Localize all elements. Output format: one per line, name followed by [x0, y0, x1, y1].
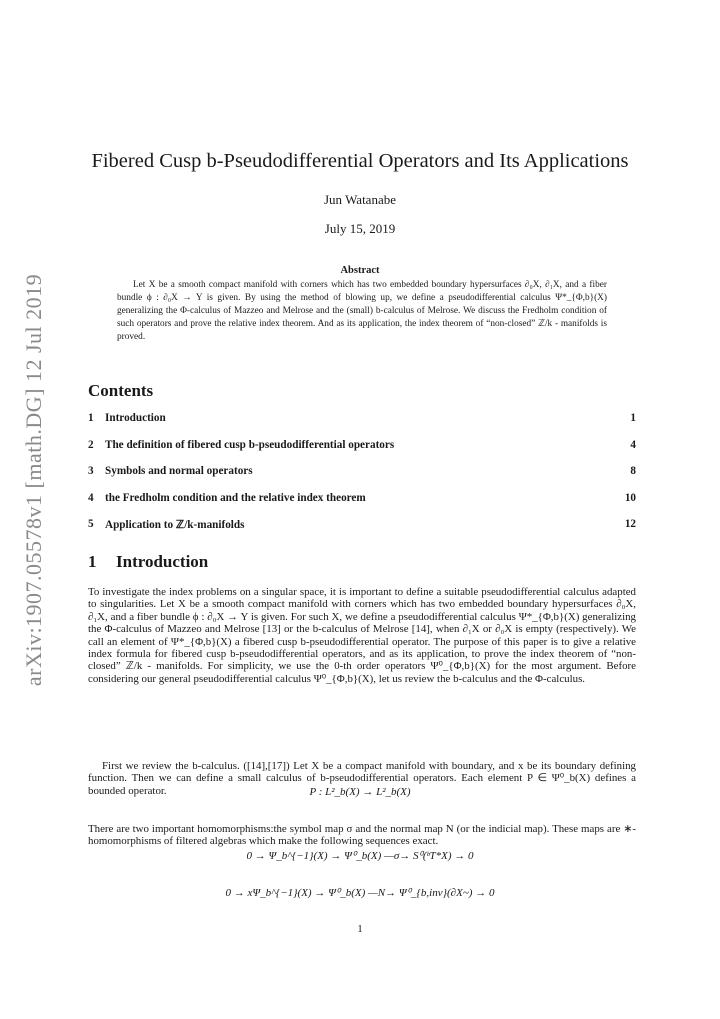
toc-entry-number: 4: [88, 491, 94, 504]
toc-entry[interactable]: [88, 489, 636, 516]
page-number: 1: [357, 923, 363, 935]
toc-entry-number: 2: [88, 438, 94, 451]
arxiv-side-stamp: [14, 273, 54, 687]
toc-entry-page[interactable]: 1: [630, 412, 636, 424]
abstract-heading: Abstract: [340, 265, 380, 276]
toc-entry-page[interactable]: 8: [630, 465, 636, 477]
toc-entry[interactable]: [88, 409, 636, 436]
contents-heading: Contents: [88, 381, 154, 400]
toc-entry-label[interactable]: Symbols and normal operators: [105, 465, 253, 477]
arxiv-identifier: arXiv:1907.05578v1 [math.DG] 12 Jul 2019: [21, 273, 46, 687]
equation-bounded-operator: P : L²_b(X) → L²_b(X): [309, 786, 411, 798]
toc-entry-page[interactable]: 12: [624, 518, 636, 530]
toc-entry[interactable]: [88, 462, 636, 489]
intro-paragraph-3: There are two important homomorphisms:the symbol map σ and the normal map N (or the indicial map). These maps are ∗-homomorphisms of filtered algebras which make the following sequences exact.: [88, 823, 636, 848]
toc-entry-page[interactable]: 4: [630, 438, 636, 451]
toc-entry[interactable]: [88, 515, 636, 542]
intro-paragraph-1: To investigate the index problems on a singular space, it is important to define a suitable pseudodifferential calculus adapted to singularities. Let X be a smooth compact manifold with corners which has two embedded boundary hypersurfaces ∂₀X, ∂₁X, and a fiber bundle ϕ : ∂₀X → Y is given. For such X, we define a pseudodifferential calculus Ψ*_{Φ,b}(X) generalizing the Φ-calculus of Mazzeo and Melrose [13] or the b-calculus of Melrose [14], when ∂₁X or ∂₀X is empty (respectively). We call an element of Ψ*_{Φ,b}(X) a fibered cusp b-pseudodifferential operator. The purpose of this paper is to give a relative index formula for fibered cusp b-pseudodifferential operators, and as its application, to prove the index theorem of “non-closed” ℤ/k - manifolds. For simplicity, we use the 0-th order operators Ψ⁰_{Φ,b}(X) for the most argument. Before considering our general pseudodifferential calculus Ψ⁰_{Φ,b}(X), let us review the b-calculus and the Φ-calculus.: [88, 586, 636, 685]
section-heading-introduction: [88, 552, 208, 572]
table-of-contents: [88, 409, 636, 542]
abstract-body: Let X be a smooth compact manifold with corners which has two embedded boundary hypersurfaces ∂₀X, ∂₁X, and a fiber bundle ϕ : ∂₀X → Y is given. By using the method of blowing up, we define a pseudodifferential calculus Ψ*_{Φ,b}(X) generalizing the Φ-calculus of Mazzeo and Melrose and the (small) b-calculus of Melrose. We discuss the Fredholm condition of such operators and prove the relative index theorem. And as its application, the index theorem of “non-closed” ℤ/k - manifolds is proved.: [117, 280, 607, 342]
paper-title: Fibered Cusp b-Pseudodifferential Operators and Its Applications: [91, 150, 629, 172]
toc-entry-label[interactable]: The definition of fibered cusp b-pseudodifferential operators: [105, 438, 395, 451]
toc-entry-page[interactable]: 10: [624, 491, 636, 504]
section-number: 1: [88, 552, 97, 571]
toc-entry-number: 5: [88, 518, 94, 530]
paper-date: July 15, 2019: [324, 221, 396, 236]
toc-entry-label[interactable]: the Fredholm condition and the relative index theorem: [105, 491, 366, 504]
toc-entry-label[interactable]: Introduction: [105, 412, 166, 424]
equation-normal-sequence: 0 → xΨ_b^{−1}(X) → Ψ⁰_b(X) —N→ Ψ⁰_{b,inv}(∂X~) → 0: [225, 887, 495, 899]
intro-paragraph-2: First we review the b-calculus. ([14],[17]) Let X be a compact manifold with boundary, and x be its boundary defining function. Then we can define a small calculus of b-pseudodifferential operators. Each element P ∈ Ψ⁰_b(X) defines a bounded operator.: [88, 760, 636, 797]
author-name: Jun Watanabe: [324, 192, 396, 207]
toc-entry-label[interactable]: Application to ℤ/k-manifolds: [105, 519, 245, 531]
section-title: Introduction: [116, 552, 209, 571]
toc-entry-number: 1: [88, 412, 94, 424]
equation-symbol-sequence: 0 → Ψ_b^{−1}(X) → Ψ⁰_b(X) —σ→ S⁰(ᵇT*X) → 0: [246, 850, 474, 862]
toc-entry-number: 3: [88, 465, 94, 477]
toc-entry[interactable]: [88, 436, 636, 463]
